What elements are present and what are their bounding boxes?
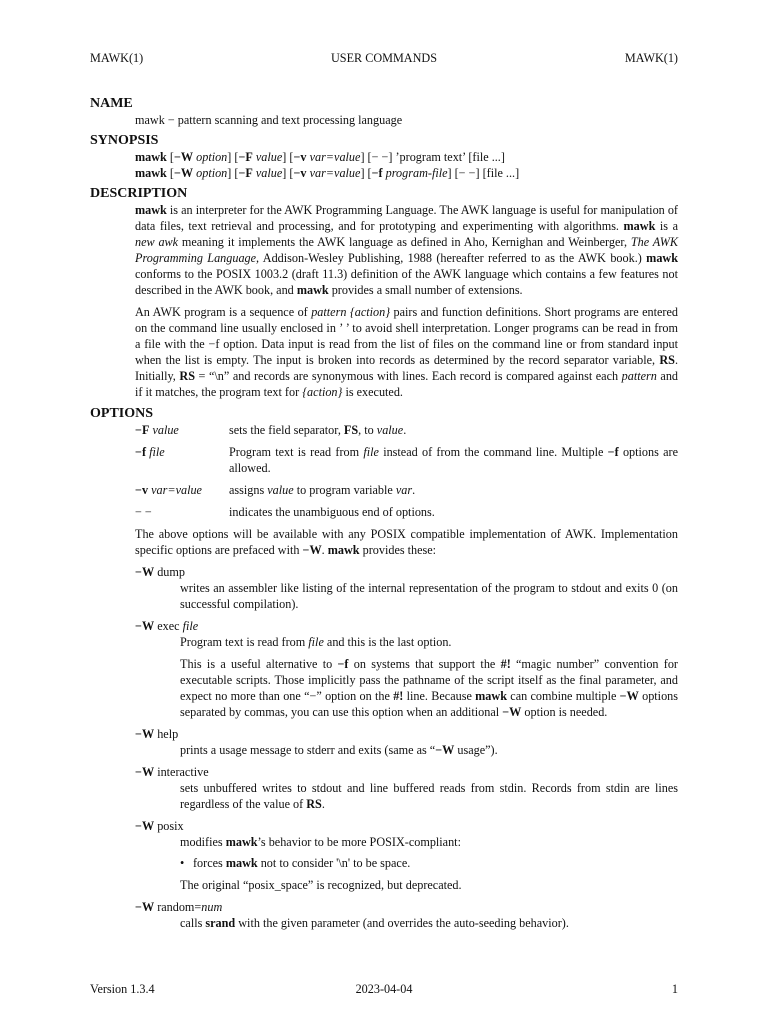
option-w-exec-desc: Program text is read from file and this is the last option. (180, 635, 452, 649)
page-header (90, 50, 678, 66)
option-w-dump-desc: writes an assembler like listing of the internal representation of the program to stdout and exits 0 (on successful compilation). (180, 581, 678, 611)
option-double-dash-term: − − (135, 505, 152, 519)
option-w-exec-note: This is a useful alternative to −f on systems that support the #! “magic number” convention for executable scripts. Those implicitly pass the pathname of the script itself as the final parameter, and expect no more than one “−” option on the #! line. Because mawk can combine multiple −W options separated by commas, you can use this option when an additional −W option is needed. (180, 657, 678, 719)
option-double-dash-desc: indicates the unambiguous end of options. (229, 505, 435, 519)
option-w-help (135, 726, 678, 758)
section-heading-description: DESCRIPTION (90, 186, 188, 201)
bullet-icon: • (180, 856, 185, 870)
section-heading-options: OPTIONS (90, 406, 154, 421)
option-f-desc: Program text is read from file instead of from the command line. Multiple −f options are allowed. (229, 445, 678, 475)
option-w-posix-term: −W posix (135, 819, 184, 833)
options-body (90, 422, 678, 931)
option-F (135, 422, 678, 438)
synopsis-line-2: mawk [−W option] [−F value] [−v var=value] [−f program-file] [− −] [file ...] (135, 166, 520, 180)
option-f (135, 444, 678, 476)
option-w-posix-note: The original “posix_space” is recognized, but deprecated. (180, 878, 462, 892)
name-body (90, 112, 678, 128)
description-body (90, 202, 678, 400)
footer-date: 2023-04-04 (355, 982, 413, 996)
option-w-posix (135, 818, 678, 893)
description-paragraph-1: mawk is an interpreter for the AWK Programming Language. The AWK language is useful for manipulation of data files, text retrieval and processing, and for prototyping and experimenting with algorithms. mawk is a new awk meaning it implements the AWK language as defined in Aho, Kernighan and Weinberger, The AWK Programming Language, Addison-Wesley Publishing, 1988 (hereafter referred to as the AWK book.) mawk conforms to the POSIX 1003.2 (draft 11.3) definition of the AWK language which contains a few features not described in the AWK book, and mawk provides a small number of extensions. (135, 203, 678, 297)
header-right: MAWK(1) (624, 51, 678, 65)
option-v-term: −v var=value (135, 483, 202, 497)
name-text: mawk − pattern scanning and text processing language (135, 113, 403, 127)
options-w-intro: The above options will be available with any POSIX compatible implementation of AWK. Implementation specific options are prefaced with −W. mawk provides these: (135, 527, 678, 557)
option-v (135, 482, 678, 498)
option-f-term: −f file (135, 445, 165, 459)
option-double-dash (135, 504, 678, 520)
header-center: USER COMMANDS (331, 51, 437, 65)
option-w-random (135, 899, 678, 931)
bullet-text: forces mawk not to consider '\n' to be space. (193, 856, 411, 870)
option-w-interactive-desc: sets unbuffered writes to stdout and line buffered reads from stdin. Records from stdin are lines regardless of the value of RS. (180, 781, 678, 811)
page-content (90, 95, 678, 931)
option-w-help-desc: prints a usage message to stderr and exits (same as “−W usage”). (180, 743, 498, 757)
option-w-interactive-term: −W interactive (135, 765, 209, 779)
option-w-dump-term: −W dump (135, 565, 185, 579)
option-w-help-term: −W help (135, 727, 179, 741)
page-footer (90, 981, 678, 997)
option-w-interactive (135, 764, 678, 812)
footer-page-number: 1 (671, 982, 678, 996)
option-w-posix-desc: modifies mawk’s behavior to be more POSIX-compliant: (180, 835, 461, 849)
header-left: MAWK(1) (90, 51, 144, 65)
footer-version: Version 1.3.4 (90, 982, 155, 996)
option-F-term: −F value (135, 423, 179, 437)
section-heading-synopsis: SYNOPSIS (90, 133, 159, 148)
description-paragraph-2: An AWK program is a sequence of pattern {action} pairs and function definitions. Short programs are entered on the command line usually enclosed in ’ ’ to avoid shell interpretation. Longer programs can be read in from a file with the −f option. Data input is read from the list of files on the command line or from standard input when the list is empty. The input is broken into records as determined by the record separator variable, RS. Initially, RS = “\n” and records are synonymous with lines. Each record is compared against each pattern and if it matches, the program text for {action} is executed. (135, 305, 679, 399)
option-w-posix-bullet (135, 855, 678, 871)
option-w-exec (135, 618, 678, 720)
option-F-desc: sets the field separator, FS, to value. (229, 423, 407, 437)
option-w-random-desc: calls srand with the given parameter (and overrides the auto-seeding behavior). (180, 916, 569, 930)
option-w-random-term: −W random=num (135, 900, 223, 914)
option-v-desc: assigns value to program variable var. (229, 483, 416, 497)
option-w-dump (135, 564, 678, 612)
option-w-exec-term: −W exec file (135, 619, 199, 633)
synopsis-line-1: mawk [−W option] [−F value] [−v var=value] [− −] ’program text’ [file ...] (135, 150, 505, 164)
section-heading-name: NAME (90, 96, 133, 111)
synopsis-body (90, 149, 678, 181)
